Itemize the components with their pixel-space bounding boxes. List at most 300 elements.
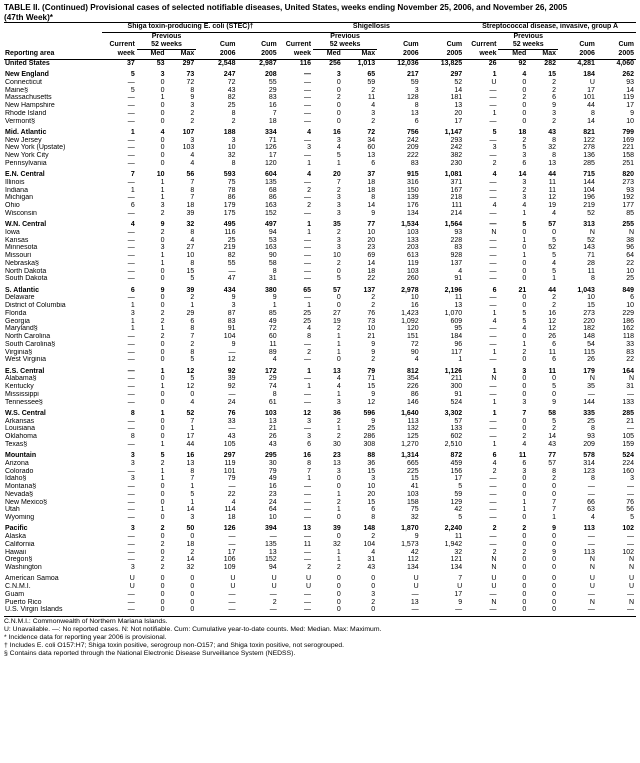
value-cell: 1: [522, 506, 527, 514]
value-cell: 273: [583, 309, 595, 317]
value-cell: 4: [190, 152, 195, 160]
value-cell: U: [129, 575, 135, 583]
value-cell: 0: [336, 356, 341, 364]
value-cell: 93: [626, 186, 634, 194]
value-cell: 0: [160, 117, 165, 125]
value-cell: 251: [622, 159, 634, 167]
previous-label: Previous: [151, 32, 182, 40]
value-cell: 1: [160, 252, 165, 260]
value-cell: 5: [336, 275, 341, 283]
value-cell: 101: [223, 467, 236, 475]
cum-label: Cum: [403, 41, 419, 49]
value-cell: 29: [268, 375, 277, 383]
reporting-area-cell: New Jersey: [5, 136, 42, 144]
value-cell: 4: [522, 325, 527, 333]
value-cell: 136: [583, 152, 595, 160]
value-cell: 14: [186, 556, 195, 564]
value-cell: 39: [186, 286, 195, 294]
value-cell: 150: [406, 186, 419, 194]
value-cell: 47: [227, 275, 236, 283]
value-cell: 1: [492, 398, 497, 406]
value-cell: 10: [186, 252, 195, 260]
value-cell: 2: [522, 348, 527, 356]
value-cell: 9: [371, 348, 376, 356]
value-cell: 75: [410, 506, 419, 514]
value-cell: 715: [583, 171, 595, 179]
value-cell: 77: [367, 221, 376, 229]
table-row: [4, 333, 636, 341]
weeks52-label: 52 weeks: [313, 41, 377, 50]
value-cell: U: [271, 583, 277, 591]
value-cell: 17: [626, 102, 634, 110]
value-cell: 5: [492, 128, 497, 136]
value-cell: 176: [406, 202, 419, 210]
value-cell: U: [491, 78, 497, 86]
table-row: [4, 468, 636, 476]
value-cell: —: [627, 533, 634, 541]
reporting-area-cell: Louisiana: [5, 425, 35, 433]
value-cell: —: [304, 606, 312, 614]
value-cell: —: [127, 467, 135, 475]
value-cell: —: [304, 152, 312, 160]
table-row: [4, 475, 636, 483]
value-cell: 26: [548, 333, 556, 341]
value-cell: 3: [336, 202, 341, 210]
table-row: [4, 522, 636, 533]
value-cell: —: [304, 490, 312, 498]
value-cell: 55: [227, 259, 236, 267]
value-cell: 0: [160, 417, 165, 425]
value-cell: 25: [303, 309, 312, 317]
reporting-area-cell: Idaho§: [5, 475, 27, 483]
value-cell: 90: [410, 348, 419, 356]
value-cell: —: [627, 425, 634, 433]
value-cell: —: [127, 94, 135, 102]
value-cell: 56: [626, 506, 634, 514]
value-cell: 158: [406, 498, 419, 506]
value-cell: 96: [454, 340, 463, 348]
value-cell: 31: [626, 383, 634, 391]
value-cell: 8: [190, 325, 195, 333]
reporting-area-cell: Maryland§: [5, 325, 38, 333]
value-cell: 2: [190, 294, 195, 302]
value-cell: 1,013: [357, 59, 376, 67]
value-cell: 164: [622, 367, 634, 375]
value-cell: 9: [231, 294, 236, 302]
value-cell: 220: [583, 317, 595, 325]
value-cell: 133: [450, 425, 463, 433]
value-cell: —: [228, 598, 236, 606]
value-cell: 32: [454, 548, 463, 556]
table-row: [4, 94, 636, 102]
value-cell: —: [228, 590, 236, 598]
value-cell: 278: [583, 144, 595, 152]
value-cell: 57: [548, 221, 556, 229]
value-cell: 0: [190, 533, 195, 541]
value-cell: —: [304, 236, 312, 244]
value-cell: 55: [268, 78, 277, 86]
value-cell: 1: [272, 302, 277, 310]
value-cell: 26: [587, 356, 595, 364]
value-cell: 30: [268, 459, 277, 467]
value-cell: 14: [626, 86, 634, 94]
value-cell: 7: [336, 178, 341, 186]
value-cell: 39: [186, 209, 195, 217]
value-cell: 7: [272, 109, 277, 117]
value-cell: —: [489, 498, 497, 506]
value-cell: 7: [190, 194, 195, 202]
value-cell: 175: [223, 209, 236, 217]
value-cell: U: [589, 575, 595, 583]
value-cell: 872: [450, 452, 463, 460]
value-cell: 316: [406, 178, 419, 186]
weeks52-label: 52 weeks: [498, 41, 558, 50]
value-cell: 122: [583, 136, 595, 144]
value-cell: 37: [126, 59, 135, 67]
value-cell: 285: [622, 409, 634, 417]
value-cell: 159: [622, 440, 634, 448]
value-cell: 6: [414, 117, 419, 125]
value-cell: 1,270: [401, 440, 419, 448]
value-cell: 799: [622, 128, 634, 136]
value-cell: 77: [548, 452, 556, 460]
table-row: [4, 606, 636, 614]
value-cell: 182: [583, 325, 595, 333]
value-cell: 2: [522, 136, 527, 144]
value-cell: 125: [406, 433, 419, 441]
value-cell: 1: [160, 467, 165, 475]
reporting-area-cell: Arizona: [5, 459, 29, 467]
value-cell: 32: [332, 540, 341, 548]
value-cell: 101: [583, 94, 595, 102]
value-cell: 1,070: [444, 309, 463, 317]
value-cell: —: [228, 390, 236, 398]
table-row: [4, 325, 636, 333]
value-cell: 27: [186, 244, 195, 252]
value-cell: 169: [622, 136, 634, 144]
value-cell: 83: [227, 317, 236, 325]
value-cell: 0: [160, 375, 165, 383]
value-cell: 0: [522, 575, 527, 583]
value-cell: 16: [268, 102, 277, 110]
value-cell: 229: [622, 309, 634, 317]
value-cell: 11: [548, 186, 556, 194]
value-cell: 10: [626, 117, 634, 125]
value-cell: 91: [454, 390, 463, 398]
value-cell: 9: [630, 109, 634, 117]
reporting-area-cell: Mountain: [5, 452, 37, 460]
value-cell: 3: [336, 236, 341, 244]
value-cell: 13: [268, 417, 277, 425]
value-cell: 2: [371, 117, 376, 125]
value-cell: 1: [160, 186, 165, 194]
week-label: week: [279, 50, 313, 59]
value-cell: 0: [160, 583, 165, 591]
value-cell: 3: [307, 144, 312, 152]
value-cell: 128: [406, 94, 419, 102]
value-cell: 4: [522, 440, 527, 448]
value-cell: 119: [224, 459, 236, 467]
value-cell: 0: [522, 267, 527, 275]
value-cell: 43: [268, 440, 277, 448]
value-cell: —: [127, 136, 135, 144]
value-cell: 22: [367, 275, 376, 283]
value-cell: 12: [186, 383, 195, 391]
value-cell: 18: [186, 202, 195, 210]
group-header-stec: Shiga toxin-producing E. coli (STEC)†: [102, 23, 278, 32]
value-cell: 44: [548, 171, 556, 179]
value-cell: 0: [160, 575, 165, 583]
value-cell: 156: [450, 467, 463, 475]
value-cell: 0: [160, 102, 165, 110]
value-cell: 1: [336, 159, 341, 167]
value-cell: —: [127, 483, 135, 491]
value-cell: 0: [160, 152, 165, 160]
value-cell: —: [455, 606, 463, 614]
reporting-area-cell: North Carolina: [5, 333, 51, 341]
value-cell: U: [628, 583, 634, 591]
value-cell: 13: [332, 459, 341, 467]
value-cell: 103: [182, 144, 195, 152]
value-cell: 0: [336, 109, 341, 117]
value-cell: 82: [227, 94, 236, 102]
value-cell: —: [489, 333, 497, 341]
value-cell: 87: [227, 309, 236, 317]
value-cell: 3: [160, 202, 165, 210]
value-cell: 1: [492, 109, 497, 117]
value-cell: 2: [307, 186, 312, 194]
value-cell: 2: [371, 533, 376, 541]
value-cell: 524: [622, 452, 634, 460]
value-cell: 86: [410, 390, 419, 398]
value-cell: 4: [522, 71, 527, 79]
value-cell: —: [489, 490, 497, 498]
value-cell: 3: [190, 102, 195, 110]
value-cell: 2: [371, 302, 376, 310]
value-cell: 15: [548, 71, 556, 79]
value-cell: 0: [160, 548, 165, 556]
value-cell: 1: [522, 340, 527, 348]
value-cell: 57: [454, 417, 463, 425]
value-cell: 10: [626, 267, 634, 275]
value-cell: 7: [458, 575, 463, 583]
reporting-area-cell: New York (Upstate): [5, 144, 66, 152]
value-cell: 3: [336, 209, 341, 217]
value-cell: N: [491, 598, 497, 606]
value-cell: 0: [160, 236, 165, 244]
value-cell: 3: [336, 71, 341, 79]
value-cell: —: [627, 490, 634, 498]
value-cell: 29: [268, 86, 277, 94]
value-cell: 72: [268, 325, 277, 333]
value-cell: 1: [160, 367, 165, 375]
table-row: [4, 59, 636, 67]
value-cell: 3: [307, 417, 312, 425]
value-cell: 94: [268, 228, 277, 236]
value-cell: 1: [190, 498, 195, 506]
value-cell: 1: [307, 367, 312, 375]
value-cell: 8: [591, 425, 595, 433]
value-cell: 7: [190, 417, 195, 425]
value-cell: 7: [190, 178, 195, 186]
value-cell: —: [489, 117, 497, 125]
value-cell: 139: [406, 194, 419, 202]
value-cell: 75: [227, 178, 236, 186]
value-cell: 256: [329, 59, 341, 67]
value-cell: 18: [367, 267, 376, 275]
value-cell: 14: [367, 202, 376, 210]
value-cell: 111: [451, 202, 463, 210]
table-row: [4, 349, 636, 357]
value-cell: 4: [492, 202, 497, 210]
reporting-area-cell: Tennessee§: [5, 398, 43, 406]
value-cell: 1: [307, 383, 312, 391]
reporting-area-cell: Rhode Island: [5, 109, 47, 117]
value-cell: 120: [406, 325, 419, 333]
value-cell: U: [589, 78, 595, 86]
value-cell: 2: [552, 425, 556, 433]
value-cell: 64: [268, 506, 277, 514]
value-cell: 371: [450, 178, 463, 186]
table-row: [4, 229, 636, 237]
value-cell: U: [271, 575, 277, 583]
value-cell: 16: [186, 452, 195, 460]
cum-label: Cum: [219, 41, 236, 49]
value-cell: —: [304, 356, 312, 364]
value-cell: 93: [587, 433, 595, 441]
table-row: [4, 556, 636, 564]
value-cell: 4: [190, 159, 195, 167]
value-cell: 177: [622, 202, 634, 210]
value-cell: 2: [371, 294, 376, 302]
reporting-area-cell: Mississippi: [5, 390, 39, 398]
value-cell: 4: [552, 259, 556, 267]
group-header-strep: Streptococcal disease, invasive, group A: [464, 23, 636, 32]
value-cell: 27: [332, 309, 341, 317]
table-row: [4, 599, 636, 607]
value-cell: 36: [332, 409, 341, 417]
value-cell: 107: [182, 128, 195, 136]
value-cell: 12: [303, 409, 312, 417]
table-row: [4, 268, 636, 276]
value-cell: 820: [622, 171, 634, 179]
value-cell: 15: [587, 302, 595, 310]
table-row: [4, 591, 636, 599]
value-cell: —: [304, 109, 312, 117]
value-cell: —: [489, 259, 497, 267]
value-cell: 6: [522, 159, 527, 167]
value-cell: 76: [227, 409, 236, 417]
value-cell: —: [304, 506, 312, 514]
value-cell: 20: [332, 171, 341, 179]
value-cell: 3: [130, 564, 135, 572]
value-cell: 8: [552, 467, 556, 475]
value-cell: —: [304, 252, 312, 260]
value-cell: 44: [548, 286, 556, 294]
value-cell: 9: [160, 286, 165, 294]
value-cell: N: [491, 564, 497, 572]
value-cell: 103: [406, 490, 419, 498]
value-cell: 6: [371, 159, 376, 167]
value-cell: 0: [336, 117, 341, 125]
value-cell: 85: [626, 209, 634, 217]
value-cell: 434: [223, 286, 236, 294]
reporting-area-cell: Nevada§: [5, 490, 34, 498]
value-cell: 37: [367, 171, 376, 179]
value-cell: 8: [272, 390, 277, 398]
value-cell: 10: [227, 144, 236, 152]
reporting-area-cell: South Carolina§: [5, 340, 56, 348]
value-cell: —: [304, 533, 312, 541]
value-cell: 8: [231, 109, 236, 117]
table-row: [4, 375, 636, 383]
value-cell: 8: [591, 109, 595, 117]
value-cell: 105: [622, 433, 634, 441]
value-cell: —: [228, 348, 236, 356]
reporting-area-cell: C.N.M.I.: [5, 583, 31, 591]
value-cell: 0: [371, 606, 376, 614]
value-cell: 1: [552, 275, 556, 283]
value-cell: —: [304, 194, 312, 202]
value-cell: 0: [336, 583, 341, 591]
value-cell: —: [127, 144, 135, 152]
value-cell: U: [589, 583, 595, 591]
value-cell: 3: [371, 109, 376, 117]
value-cell: 3: [336, 398, 341, 406]
value-cell: 1: [190, 302, 195, 310]
value-cell: 7: [522, 409, 527, 417]
value-cell: 112: [407, 556, 419, 564]
value-cell: 2: [492, 467, 497, 475]
value-cell: 113: [583, 525, 595, 533]
value-cell: —: [304, 425, 312, 433]
value-cell: 0: [522, 606, 527, 614]
value-cell: 5: [190, 356, 195, 364]
value-cell: 114: [224, 506, 236, 514]
value-cell: 821: [583, 128, 595, 136]
value-cell: 26: [488, 59, 497, 67]
value-cell: 13: [410, 109, 419, 117]
value-cell: 43: [227, 86, 236, 94]
value-cell: 273: [622, 178, 634, 186]
value-cell: —: [269, 606, 277, 614]
value-cell: 10: [367, 228, 376, 236]
value-cell: 135: [265, 178, 277, 186]
value-cell: 25: [227, 236, 236, 244]
value-cell: 79: [367, 367, 376, 375]
value-cell: 2: [307, 202, 312, 210]
value-cell: 219: [223, 244, 236, 252]
value-cell: —: [489, 475, 497, 483]
value-cell: 2: [522, 186, 527, 194]
cum-label: Cum: [446, 41, 463, 49]
value-cell: 32: [227, 152, 236, 160]
value-cell: 9: [272, 294, 277, 302]
value-cell: 181: [450, 94, 463, 102]
value-cell: 3: [492, 144, 497, 152]
value-cell: 1,423: [401, 309, 419, 317]
value-cell: 10: [367, 325, 376, 333]
value-cell: 0: [336, 598, 341, 606]
value-cell: 10: [367, 483, 376, 491]
value-cell: 52: [454, 78, 463, 86]
value-cell: 4: [371, 102, 376, 110]
value-cell: 184: [583, 71, 595, 79]
value-cell: 1: [307, 228, 312, 236]
table-row: [4, 275, 636, 283]
max-label: Max: [343, 50, 377, 59]
value-cell: 1: [522, 252, 527, 260]
